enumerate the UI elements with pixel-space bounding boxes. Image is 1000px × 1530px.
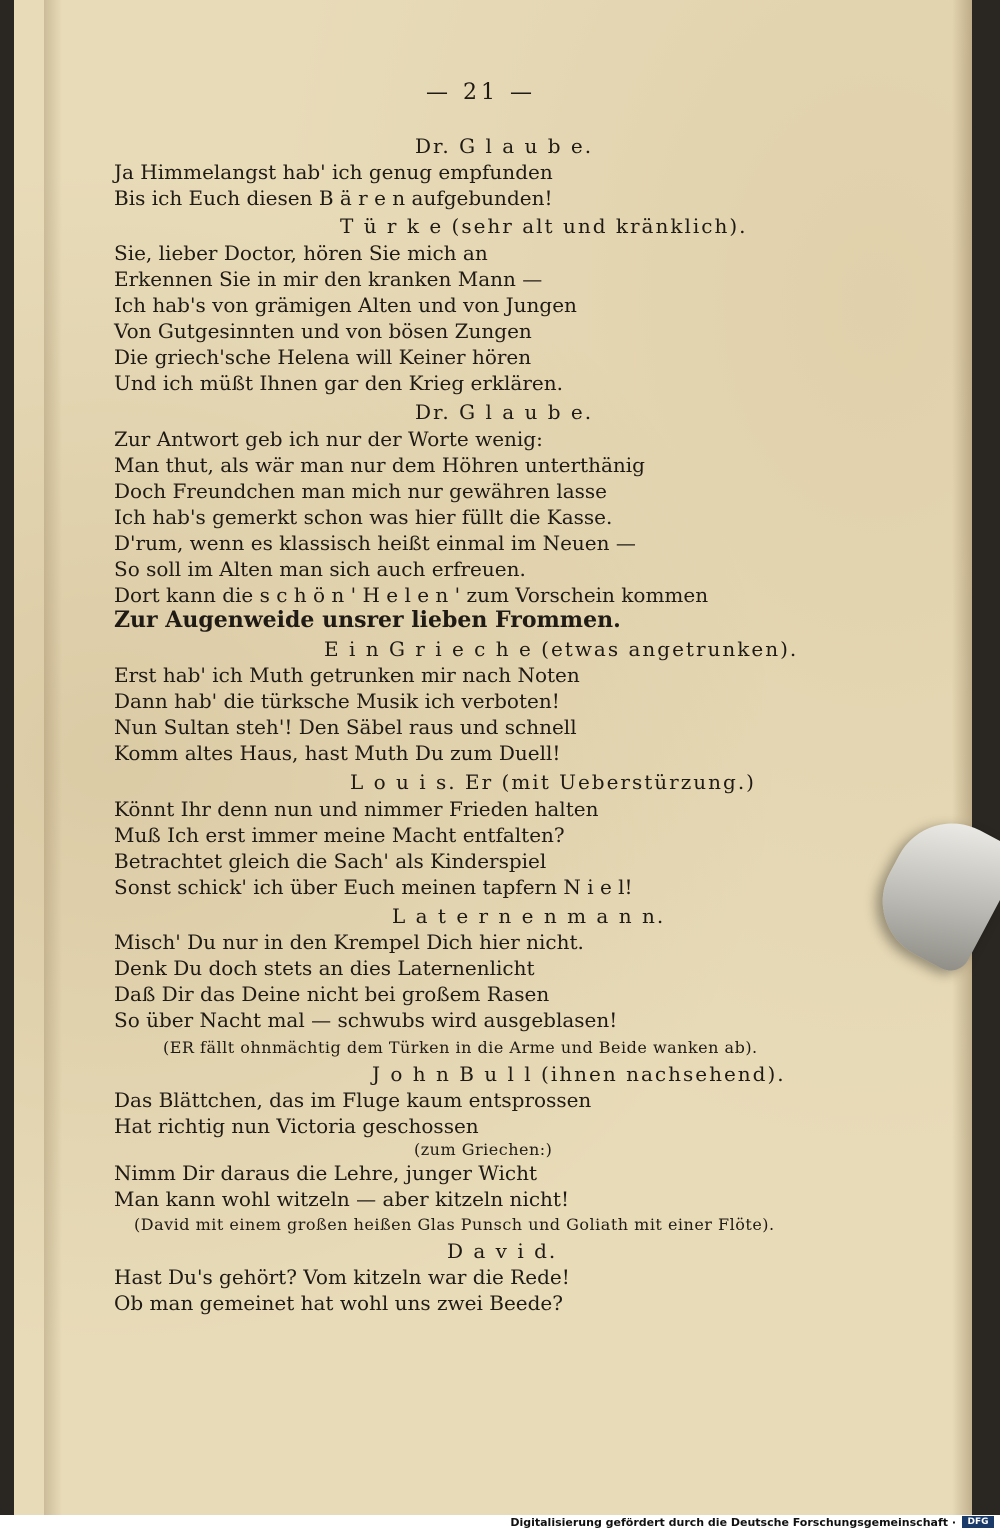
speaker-heading: L a t e r n e n m a n n. [392,904,666,928]
stage-direction: (David mit einem großen heißen Glas Punsch und Goliath mit einer Flöte). [134,1215,775,1234]
verse-line: Ja Himmelangst hab' ich genug empfunden [114,160,553,184]
verse-line: So soll im Alten man sich auch erfreuen. [114,557,526,581]
verse-line: Das Blättchen, das im Fluge kaum entsprossen [114,1088,592,1112]
page-number: — 21 — [426,80,536,105]
verse-line: Nimm Dir daraus die Lehre, junger Wicht [114,1161,537,1185]
verse-line-emphasis: Zur Augenweide unsrer lieben Frommen. [114,607,621,633]
verse-line: Nun Sultan steh'! Den Säbel raus und schnell [114,715,577,739]
verse-line: Bis ich Euch diesen B ä r e n aufgebunden! [114,186,553,210]
verse-line: Ich hab's gemerkt schon was hier füllt die Kasse. [114,505,613,529]
verse-line: Die griech'sche Helena will Keiner hören [114,345,532,369]
verse-line: Sonst schick' ich über Euch meinen tapfern N i e l! [114,875,633,899]
verse-line: Von Gutgesinnten und von bösen Zungen [114,319,532,343]
speaker-heading: E i n G r i e c h e (etwas angetrunken). [324,637,799,661]
verse-line: Dort kann die s c h ö n ' H e l e n ' zum Vorschein kommen [114,583,709,607]
speaker-heading: D a v i d. [447,1239,558,1263]
speaker-heading: Dr. G l a u b e. [415,400,594,424]
verse-line: Komm altes Haus, hast Muth Du zum Duell! [114,741,561,765]
dfg-logo: DFG [962,1516,994,1528]
speaker-heading: Dr. G l a u b e. [415,134,594,158]
verse-line: Misch' Du nur in den Krempel Dich hier nicht. [114,930,584,954]
verse-line: Daß Dir das Deine nicht bei großem Rasen [114,982,550,1006]
verse-line: Erkennen Sie in mir den kranken Mann — [114,267,543,291]
verse-line: Doch Freundchen man mich nur gewähren lasse [114,479,607,503]
verse-line: Dann hab' die türksche Musik ich verboten! [114,689,560,713]
verse-line: Denk Du doch stets an dies Laternenlicht [114,956,535,980]
verse-line: Muß Ich erst immer meine Macht entfalten? [114,823,565,847]
verse-line: Man thut, als wär man nur dem Höhren unterthänig [114,453,645,477]
verse-line: Ob man gemeinet hat wohl uns zwei Beede? [114,1291,563,1315]
speaker-heading: T ü r k e (sehr alt und kränklich). [340,214,748,238]
digitization-footer [0,1515,1000,1530]
verse-line: Könnt Ihr denn nun und nimmer Frieden halten [114,797,599,821]
speaker-heading: L o u i s. Er (mit Ueberstürzung.) [350,770,756,794]
verse-line: Ich hab's von grämigen Alten und von Jungen [114,293,577,317]
verse-line: So über Nacht mal — schwubs wird ausgeblasen! [114,1008,618,1032]
verse-line: Hast Du's gehört? Vom kitzeln war die Rede! [114,1265,570,1289]
verse-line: Hat richtig nun Victoria geschossen [114,1114,479,1138]
stage-direction: (ER fällt ohnmächtig dem Türken in die Arme und Beide wanken ab). [163,1038,758,1057]
verse-line: Betrachtet gleich die Sach' als Kinderspiel [114,849,547,873]
verse-line: Man kann wohl witzeln — aber kitzeln nicht! [114,1187,569,1211]
verse-line: Sie, lieber Doctor, hören Sie mich an [114,241,488,265]
verse-line: Zur Antwort geb ich nur der Worte wenig: [114,427,543,451]
verse-line: Erst hab' ich Muth getrunken mir nach Noten [114,663,580,687]
footer-credit: Digitalisierung gefördert durch die Deutsche Forschungsgemeinschaft · [510,1516,956,1529]
stage-direction: (zum Griechen:) [414,1140,553,1159]
speaker-heading: J o h n B u l l (ihnen nachsehend). [372,1062,786,1086]
verse-line: Und ich müßt Ihnen gar den Krieg erklären. [114,371,563,395]
verse-line: D'rum, wenn es klassisch heißt einmal im Neuen — [114,531,636,555]
